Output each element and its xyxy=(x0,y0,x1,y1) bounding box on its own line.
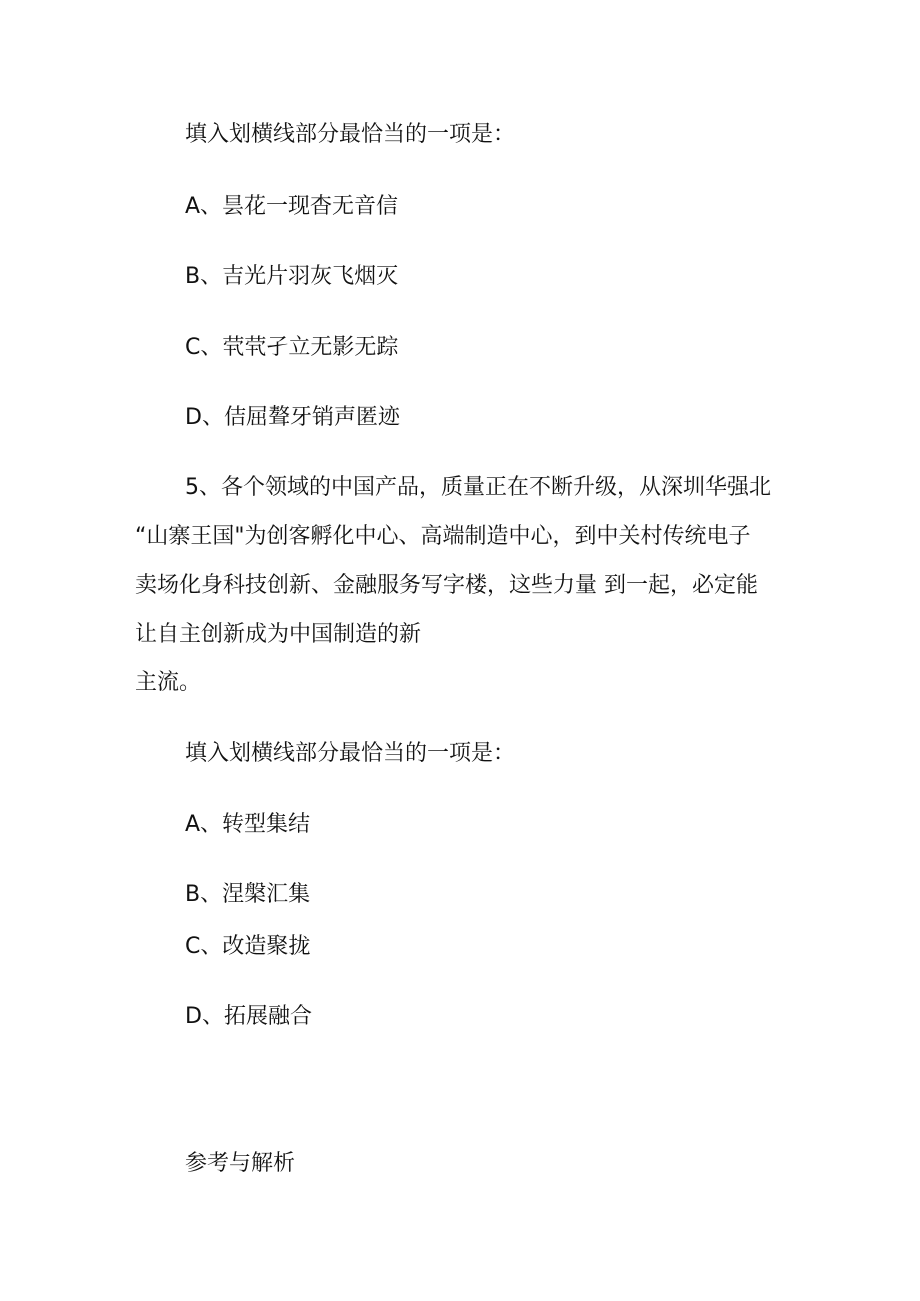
q5-stem-line-2: “山寨王国"为创客孵化中心、高端制造中心，到中关村传统电子 xyxy=(135,524,751,549)
q4-option-d: D、佶屈聱牙销声匿迹 xyxy=(185,405,400,430)
q5-option-a: A、转型集结 xyxy=(185,812,311,837)
q4-option-a: A、昙花一现杳无音信 xyxy=(185,194,399,219)
q5-stem-line-1: 5、各个领域的中国产品，质量正在不断升级，从深圳华强北 xyxy=(185,475,771,500)
answer-heading: 参考与解析 xyxy=(185,1151,296,1176)
q5-option-b: B、涅槃汇集 xyxy=(185,882,311,907)
q5-option-c: C、改造聚拢 xyxy=(185,934,311,959)
q5-stem-line-3: 卖场化身科技创新、金融服务写字楼，这些力量 到一起，必定能 xyxy=(135,573,758,598)
q5-option-d: D、拓展融合 xyxy=(185,1004,312,1029)
q4-option-b: B、吉光片羽灰飞烟灭 xyxy=(185,264,399,289)
q5-stem-line-4: 让自主创新成为中国制造的新 xyxy=(135,622,422,647)
q4-prompt: 填入划横线部分最恰当的一项是： xyxy=(185,122,516,147)
q5-prompt: 填入划横线部分最恰当的一项是： xyxy=(185,741,516,766)
q5-stem-line-5: 主流。 xyxy=(135,670,202,695)
q4-option-c: C、茕茕孑立无影无踪 xyxy=(185,335,399,360)
